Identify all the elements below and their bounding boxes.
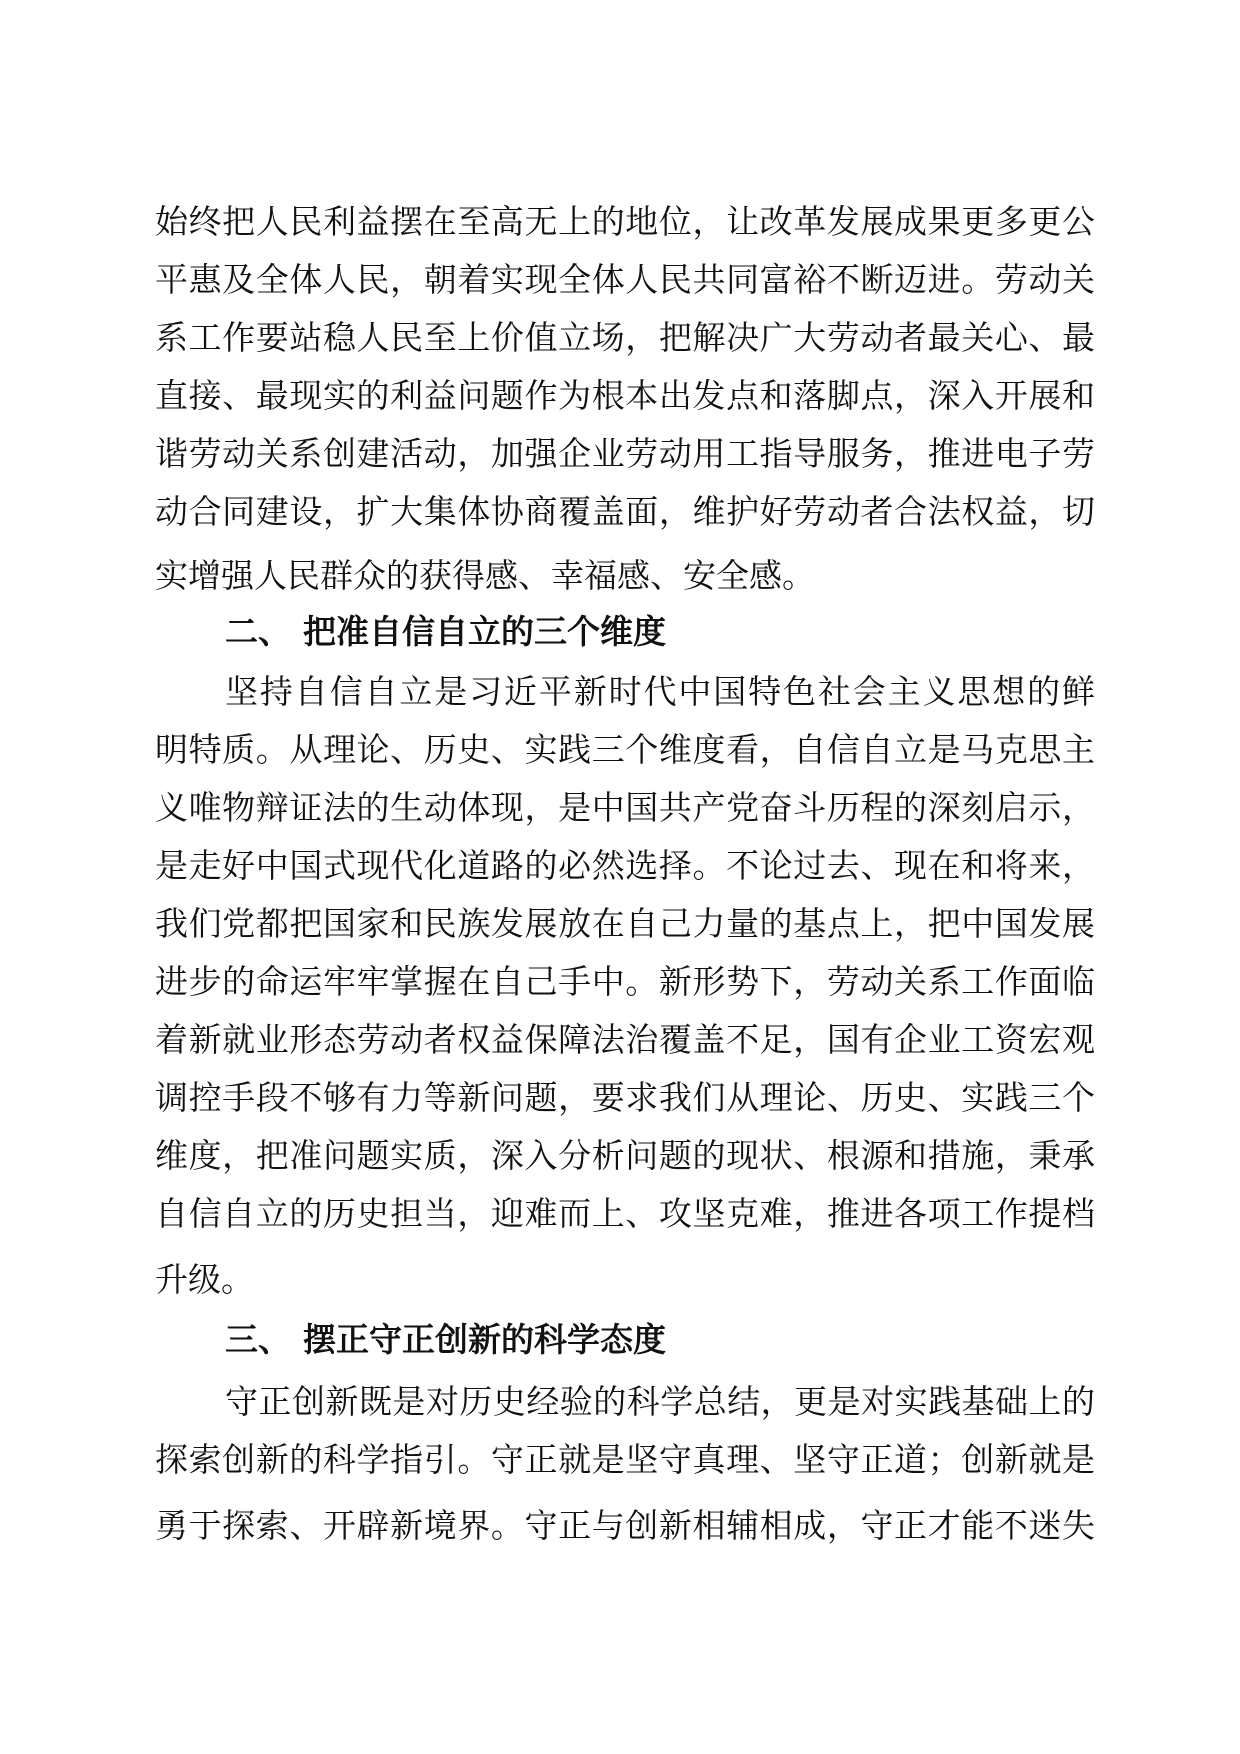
paragraph-line: 守正创新既是对历史经验的科学总结，更是对实践基础上的 — [225, 1382, 1095, 1421]
paragraph-line: 勇于探索、开辟新境界。守正与创新相辅相成，守正才能不迷失 — [155, 1506, 1095, 1545]
paragraph-line: 实增强人民群众的获得感、幸福感、安全感。 — [155, 556, 815, 595]
paragraph-line: 平惠及全体人民，朝着实现全体人民共同富裕不断迈进。劳动关 — [155, 260, 1095, 299]
section-number: 二、 — [225, 612, 291, 651]
paragraph-line: 始终把人民利益摆在至高无上的地位，让改革发展成果更多更公 — [155, 202, 1095, 241]
section-title: 把准自信自立的三个维度 — [303, 612, 666, 651]
paragraph-line: 我们党都把国家和民族发展放在自己力量的基点上，把中国发展 — [155, 904, 1095, 943]
paragraph-line: 维度，把准问题实质，深入分析问题的现状、根源和措施，秉承 — [155, 1136, 1095, 1175]
paragraph-line: 直接、最现实的利益问题作为根本出发点和落脚点，深入开展和 — [155, 376, 1095, 415]
paragraph-line: 升级。 — [155, 1260, 254, 1299]
paragraph-line: 谐劳动关系创建活动，加强企业劳动用工指导服务，推进电子劳 — [155, 434, 1095, 473]
paragraph-line: 着新就业形态劳动者权益保障法治覆盖不足，国有企业工资宏观 — [155, 1020, 1095, 1059]
paragraph-line: 坚持自信自立是习近平新时代中国特色社会主义思想的鲜 — [225, 672, 1095, 711]
paragraph-line: 义唯物辩证法的生动体现，是中国共产党奋斗历程的深刻启示， — [155, 788, 1095, 827]
paragraph-line: 调控手段不够有力等新问题，要求我们从理论、历史、实践三个 — [155, 1078, 1095, 1117]
section-heading — [225, 602, 925, 662]
paragraph-line: 明特质。从理论、历史、实践三个维度看，自信自立是马克思主 — [155, 730, 1095, 769]
paragraph-line: 进步的命运牢牢掌握在自己手中。新形势下，劳动关系工作面临 — [155, 962, 1095, 1001]
section-title: 摆正守正创新的科学态度 — [303, 1320, 666, 1359]
section-heading — [225, 1310, 925, 1370]
paragraph-line: 动合同建设，扩大集体协商覆盖面，维护好劳动者合法权益，切 — [155, 492, 1095, 531]
paragraph-line: 自信自立的历史担当，迎难而上、攻坚克难，推进各项工作提档 — [155, 1194, 1095, 1233]
paragraph-line: 是走好中国式现代化道路的必然选择。不论过去、现在和将来， — [155, 846, 1095, 885]
section-number: 三、 — [225, 1320, 291, 1359]
paragraph-line: 系工作要站稳人民至上价值立场，把解决广大劳动者最关心、最 — [155, 318, 1095, 357]
paragraph-line: 探索创新的科学指引。守正就是坚守真理、坚守正道；创新就是 — [155, 1440, 1095, 1479]
